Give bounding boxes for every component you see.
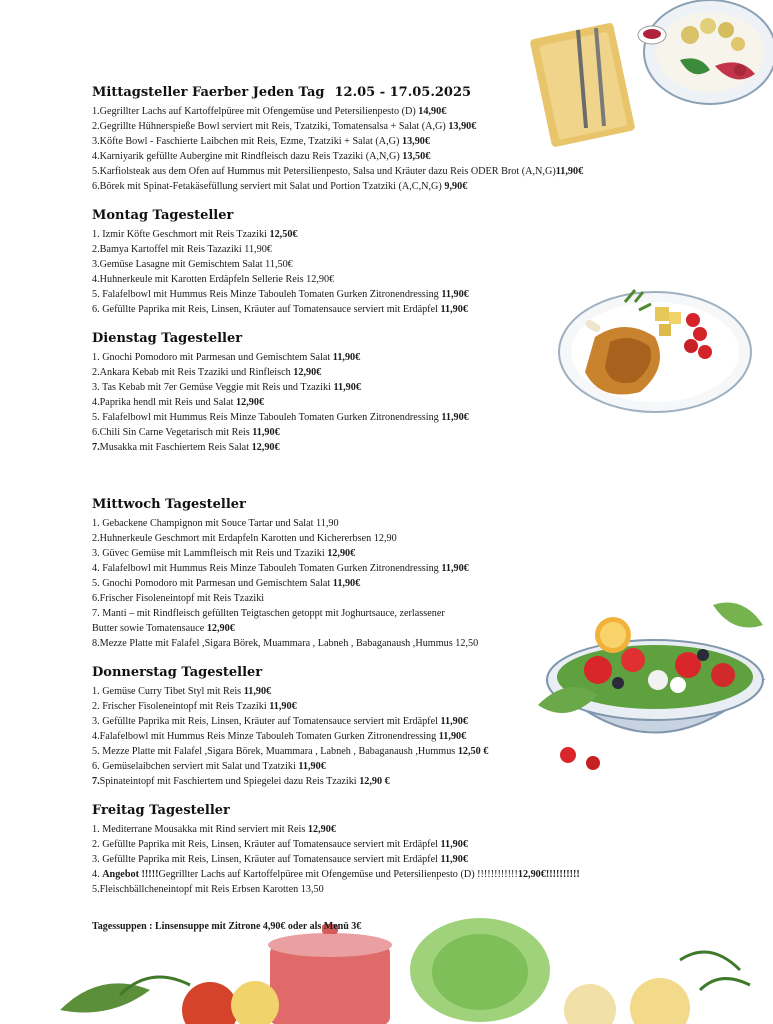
item-text: 2.Huhnerkeule Geschmort mit Erdapfeln Karotten und Kichererbsen 12,90 <box>92 533 397 544</box>
item-price: 12,50€ <box>269 229 298 240</box>
item-price: 11,90€ <box>333 382 361 393</box>
item-price: 11,90€ <box>269 701 297 712</box>
item-text: Butter sowie Tomatensauce <box>92 623 207 634</box>
item-text: 4.Huhnerkeule mit Karotten Erdäpfeln Sellerie Reis 12,90€ <box>92 274 335 285</box>
item-highlight: 7. <box>92 776 100 787</box>
menu-item <box>92 576 732 591</box>
menu-item <box>92 636 732 651</box>
menu-item <box>92 684 732 699</box>
menu-item <box>92 822 732 837</box>
item-text: 2.Ankara Kebab mit Reis Tzaziki und Rinfleisch <box>92 367 294 378</box>
item-text: Gegrillter Lachs auf Kartoffelpüree mit Ofengemüse und Petersilienpesto (D) !!!!!!!!!!!! <box>158 869 518 880</box>
item-price: 12,90€!!!!!!!!!! <box>517 869 580 880</box>
item-text: 2. Gefüllte Paprika mit Reis, Linsen, Kräuter auf Tomatensauce serviert mit Erdäpfel <box>92 839 441 850</box>
item-text: 1. Mediterrane Mousakka mit Rind serviert mit Reis <box>92 824 308 835</box>
montag-list <box>92 227 732 317</box>
menu-item <box>92 302 732 317</box>
item-text: 1. Gnochi Pomodoro mit Parmesan und Gemischtem Salat <box>92 352 333 363</box>
item-price: 9,90€ <box>444 181 468 192</box>
item-price: 12,90€ <box>293 367 322 378</box>
menu-content <box>92 84 732 897</box>
menu-item <box>92 179 732 194</box>
item-price: 11,90€ <box>332 578 361 589</box>
item-price: 11,90€ <box>438 731 467 742</box>
item-text: 2.Bamya Kartoffel mit Reis Tazaziki 11,90€ <box>92 244 272 255</box>
menu-item <box>92 591 732 606</box>
mittwoch-list <box>92 516 732 651</box>
item-text: 7. Manti – mit Rindfleisch gefüllten Teigtaschen getoppt mit Joghurtsauce, zerlassener <box>92 608 445 619</box>
menu-item <box>92 257 732 272</box>
freitag-list <box>92 822 732 897</box>
item-text: 3.Köfte Bowl - Faschierte Laibchen mit Reis, Ezme, Tzatziki + Salat (A,G) <box>92 136 402 147</box>
item-text: 3. Tas Kebab mit 7er Gemüse Veggie mit Reis und Tzaziki <box>92 382 334 393</box>
menu-item <box>92 882 732 897</box>
menu-item <box>92 149 732 164</box>
item-price: 11,90€ <box>441 289 469 300</box>
item-price: 11,90€ <box>555 166 584 177</box>
dienstag-list <box>92 350 732 455</box>
item-highlight: 7. <box>92 442 100 453</box>
daily-soup: Tagessuppen : Linsensuppe mit Zitrone 4,90€ oder als Menü 3€ <box>92 921 362 932</box>
menu-item <box>92 621 732 636</box>
mittwoch-section <box>92 496 732 651</box>
section-title-dienstag: Dienstag Tagesteller <box>92 331 243 346</box>
menu-item <box>92 531 732 546</box>
vegetables-border-icon <box>60 900 760 1024</box>
item-price: 11,90€ <box>332 352 361 363</box>
item-text: 6.Frischer Fisoleneintopf mit Reis Tzaziki <box>92 593 265 604</box>
item-text: 1. Izmir Köfte Geschmort mit Reis Tzaziki <box>92 229 270 240</box>
menu-item <box>92 699 732 714</box>
menu-item <box>92 164 732 179</box>
menu-item <box>92 546 732 561</box>
item-text: 1. Gebackene Champignon mit Souce Tartar und Salat 11,90 <box>92 518 339 529</box>
menu-item <box>92 425 732 440</box>
menu-item <box>92 774 732 789</box>
menu-item <box>92 272 732 287</box>
item-price: 13,50€ <box>402 151 431 162</box>
item-text: 2.Gegrillte Hühnerspieße Bowl serviert mit Reis, Tzatziki, Tomatensalsa + Salat (A,G) <box>92 121 449 132</box>
item-text: 3. Gefüllte Paprika mit Reis, Linsen, Kräuter auf Tomatensauce serviert mit Erdäpfel <box>92 854 441 865</box>
item-text: Spinateintopf mit Faschiertem und Spiegelei dazu Reis Tzaziki <box>99 776 360 787</box>
item-price: 11,90€ <box>243 686 272 697</box>
item-text: 5.Fleischbällcheneintopf mit Reis Erbsen Karotten 13,50 <box>92 884 324 895</box>
item-price: 11,90€ <box>440 304 468 315</box>
menu-item <box>92 852 732 867</box>
item-text: 6. Gefüllte Paprika mit Reis, Linsen, Kräuter auf Tomatensauce serviert mit Erdäpfel <box>92 304 441 315</box>
menu-item <box>92 119 732 134</box>
dienstag-section <box>92 330 732 455</box>
item-price: 11,90€ <box>441 412 469 423</box>
menu-item <box>92 714 732 729</box>
item-price: 12,90 € <box>359 776 390 787</box>
menu-item <box>92 744 732 759</box>
item-text: 4. <box>92 869 103 880</box>
item-price: 14,90€ <box>418 106 447 117</box>
item-text: 4.Falafelbowl mit Hummus Reis Minze Tabouleh Tomaten Gurken Zitronendressing <box>92 731 439 742</box>
menu-item <box>92 350 732 365</box>
menu-item <box>92 561 732 576</box>
freitag-section <box>92 802 732 897</box>
donnerstag-list <box>92 684 732 789</box>
item-text: 5. Gnochi Pomodoro mit Parmesan und Gemischtem Salat <box>92 578 333 589</box>
item-text: 6.Börek mit Spinat-Fetakäsefüllung serviert mit Salat und Portion Tzatziki (A,C,N,G) <box>92 181 445 192</box>
menu-item <box>92 516 732 531</box>
menu-item <box>92 759 732 774</box>
item-price: 11,90€ <box>440 716 468 727</box>
menu-item <box>92 104 732 119</box>
item-text: 2. Frischer Fisoleneintopf mit Reis Tzaziki <box>92 701 270 712</box>
menu-item <box>92 729 732 744</box>
weekly-list <box>92 104 732 194</box>
item-price: 12,90€ <box>327 548 356 559</box>
item-text: 5.Karfiolsteak aus dem Ofen auf Hummus mit Petersilienpesto, Salsa und Kräuter dazu Reis ODER Brot (A,N,G) <box>92 166 556 177</box>
montag-section <box>92 207 732 317</box>
menu-item <box>92 410 732 425</box>
item-text: 6.Chili Sin Carne Vegetarisch mit Reis <box>92 427 253 438</box>
item-text: 5. Falafelbowl mit Hummus Reis Minze Tabouleh Tomaten Gurken Zitronendressing <box>92 412 442 423</box>
menu-item <box>92 867 732 882</box>
menu-item <box>92 440 732 455</box>
weekly-section <box>92 84 732 194</box>
item-text: 4. Falafelbowl mit Hummus Reis Minze Tabouleh Tomaten Gurken Zitronendressing <box>92 563 442 574</box>
menu-item <box>92 134 732 149</box>
section-title-donnerstag: Donnerstag Tagesteller <box>92 665 263 680</box>
item-text: 3.Gemüse Lasagne mit Gemischtem Salat 11,50€ <box>92 259 293 270</box>
item-price: 11,90€ <box>440 854 468 865</box>
item-price: 11,90€ <box>298 761 326 772</box>
item-price: 11,90€ <box>252 427 280 438</box>
item-price: 12,50 € <box>457 746 489 757</box>
item-price: 12,90€ <box>251 442 280 453</box>
menu-item <box>92 365 732 380</box>
menu-item <box>92 242 732 257</box>
item-text: 5. Falafelbowl mit Hummus Reis Minze Tabouleh Tomaten Gurken Zitronendressing <box>92 289 442 300</box>
item-price: 13,90€ <box>448 121 477 132</box>
page-title: Mittagsteller Faerber Jeden Tag 12.05 - 17.05.2025 <box>92 85 472 100</box>
section-title-mittwoch: Mittwoch Tagesteller <box>92 497 246 512</box>
item-price: 12,90€ <box>236 397 265 408</box>
item-text: 3. Gefüllte Paprika mit Reis, Linsen, Kräuter auf Tomatensauce serviert mit Erdäpfel <box>92 716 441 727</box>
item-price: 11,90€ <box>440 839 468 850</box>
item-price: 12,90€ <box>206 623 235 634</box>
item-text: 4.Paprika hendl mit Reis und Salat <box>92 397 237 408</box>
item-price: 13,90€ <box>401 136 430 147</box>
item-text: Musakka mit Faschiertem Reis Salat <box>99 442 252 453</box>
item-text: 3. Güvec Gemüse mit Lammfleisch mit Reis und Tzaziki <box>92 548 328 559</box>
item-price: 11,90€ <box>441 563 469 574</box>
menu-item <box>92 380 732 395</box>
item-text: 4.Karniyarik gefüllte Aubergine mit Rindfleisch dazu Reis Tzaziki (A,N,G) <box>92 151 403 162</box>
item-text: 1. Gemüse Curry Tibet Styl mit Reis <box>92 686 244 697</box>
menu-item <box>92 227 732 242</box>
menu-item <box>92 606 732 621</box>
menu-item <box>92 395 732 410</box>
donnerstag-section <box>92 664 732 789</box>
menu-item <box>92 837 732 852</box>
item-text: 1.Gegrillter Lachs auf Kartoffelpüree mit Ofengemüse und Petersilienpesto (D) <box>92 106 419 117</box>
item-text: 6. Gemüselaibchen serviert mit Salat und Tzatziki <box>92 761 299 772</box>
item-text: 8.Mezze Platte mit Falafel ,Sigara Börek, Muammara , Labneh , Babaganaush ,Hummus 12,50 <box>92 638 479 649</box>
date-range: 12.05 - 17.05.2025 <box>334 85 472 100</box>
section-title-freitag: Freitag Tagesteller <box>92 803 230 818</box>
item-highlight: Angebot !!!!! <box>102 869 159 880</box>
menu-item <box>92 287 732 302</box>
item-price: 12,90€ <box>307 824 336 835</box>
item-text: 5. Mezze Platte mit Falafel ,Sigara Börek, Muammara , Labneh , Babaganaush ,Hummus <box>92 746 458 757</box>
section-title-montag: Montag Tagesteller <box>92 208 234 223</box>
